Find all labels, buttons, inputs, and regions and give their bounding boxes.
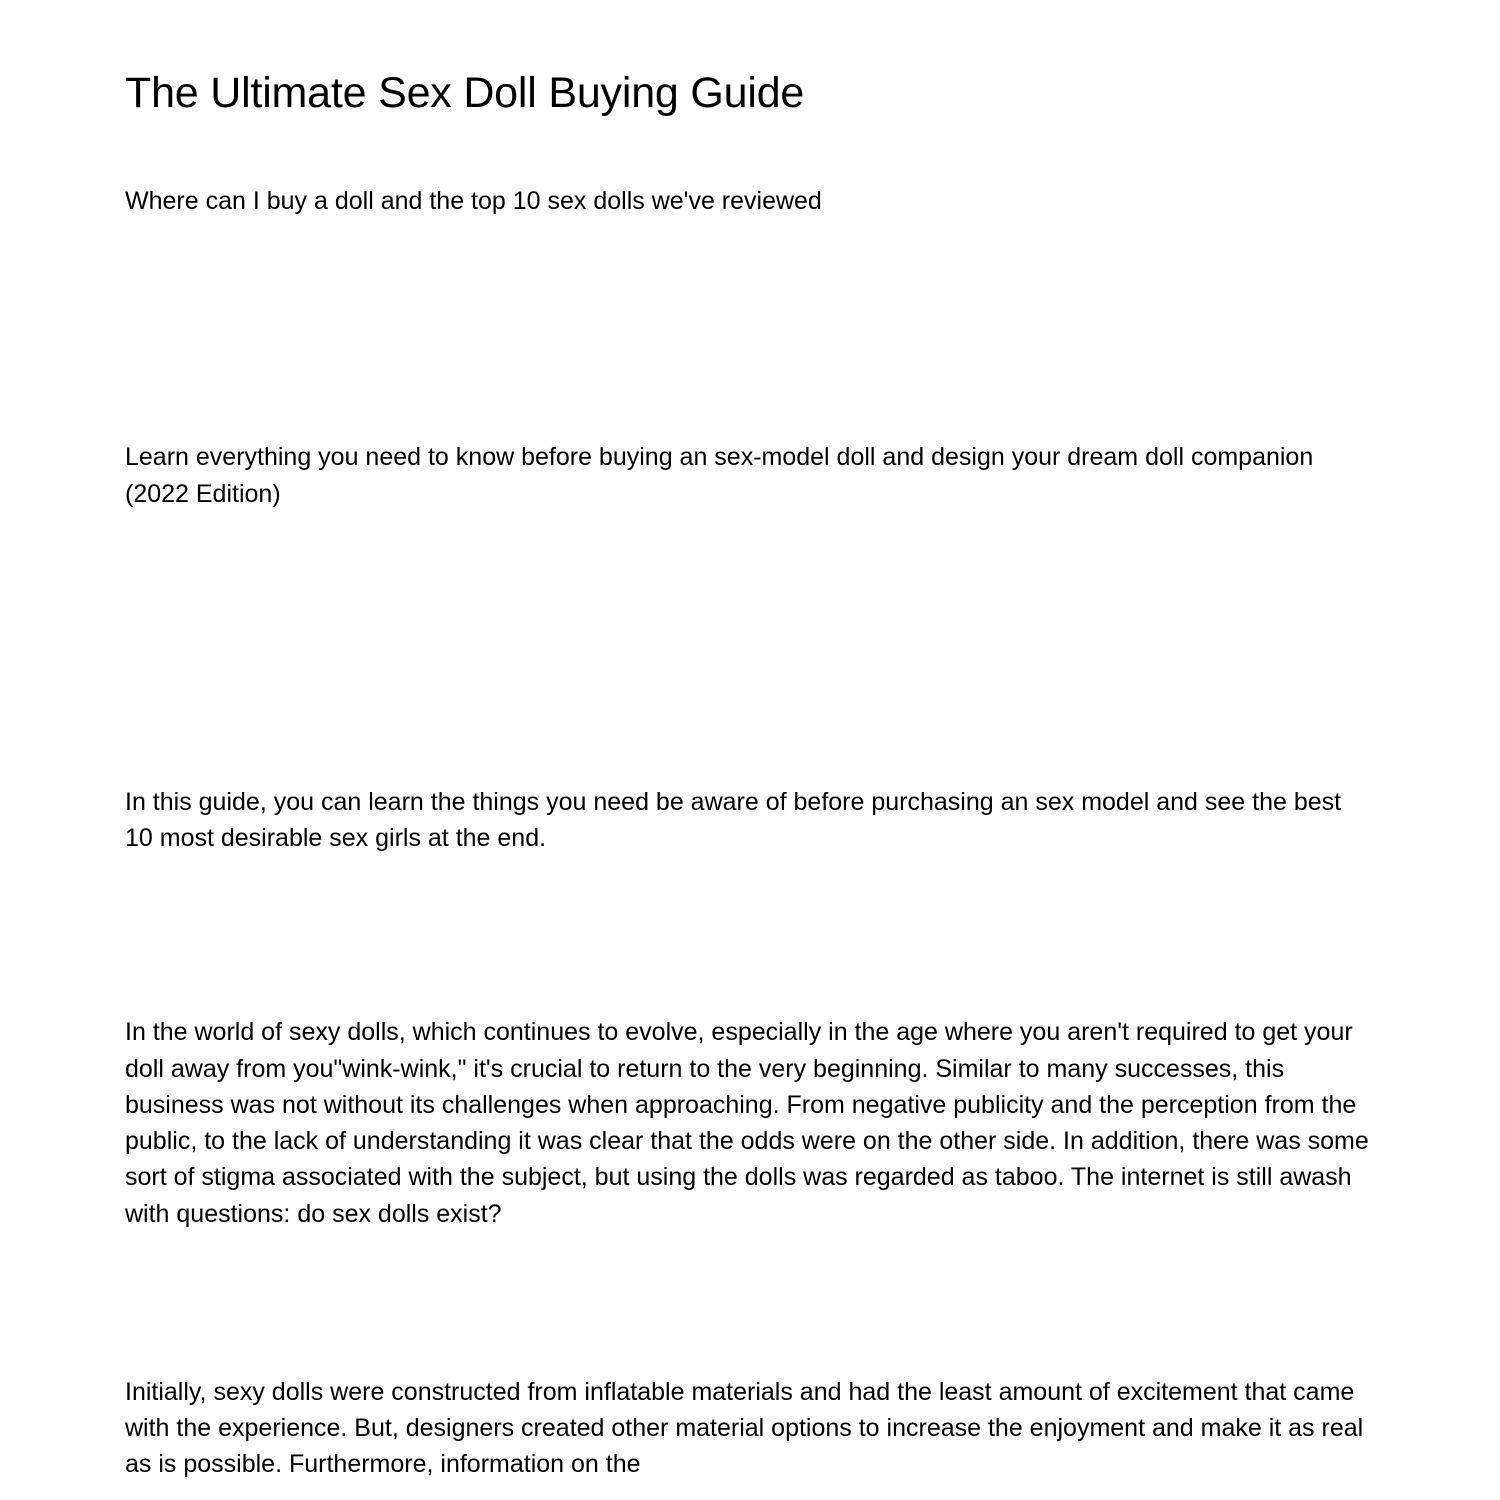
document-subtitle: Where can I buy a doll and the top 10 sex dolls we've reviewed (125, 186, 822, 215)
paragraph-intro: Learn everything you need to know before buying an sex-model doll and design your dream doll companion (2022 Edition) (125, 443, 1314, 508)
spacer-after-overview (125, 881, 1375, 989)
spacer-after-history (125, 1257, 1375, 1349)
paragraph-guide-overview: In this guide, you can learn the things you need be aware of before purchasing an sex model and see the best 10 most desirable sex girls at the end. (125, 787, 1342, 853)
page-title: The Ultimate Sex Doll Buying Guide (125, 69, 805, 117)
spacer-after-subtitle (125, 243, 1375, 439)
paragraph-materials: Initially, sexy dolls were constructed from inflatable materials and had the least amount of excitement that came with the experience. But, designers created other material options to increase the enjoyment and make it as real as is possible. Furthermore, information on the (125, 1377, 1364, 1479)
paragraph-history: In the world of sexy dolls, which continues to evolve, especially in the age where you aren't required to get your doll away from you"wink-wink," it's crucial to return to the very beginning. Similar to many successes, this business was not without its challenges when approaching. From negative publicity and the perception from the public, to the lack of understanding it was clear that the odds were on the other side. In addition, there was some sort of stigma associated with the subject, but using the dolls was regarded as taboo. The internet is still awash with questions: do sex dolls exist? (125, 1018, 1369, 1228)
spacer-after-intro (125, 537, 1375, 759)
